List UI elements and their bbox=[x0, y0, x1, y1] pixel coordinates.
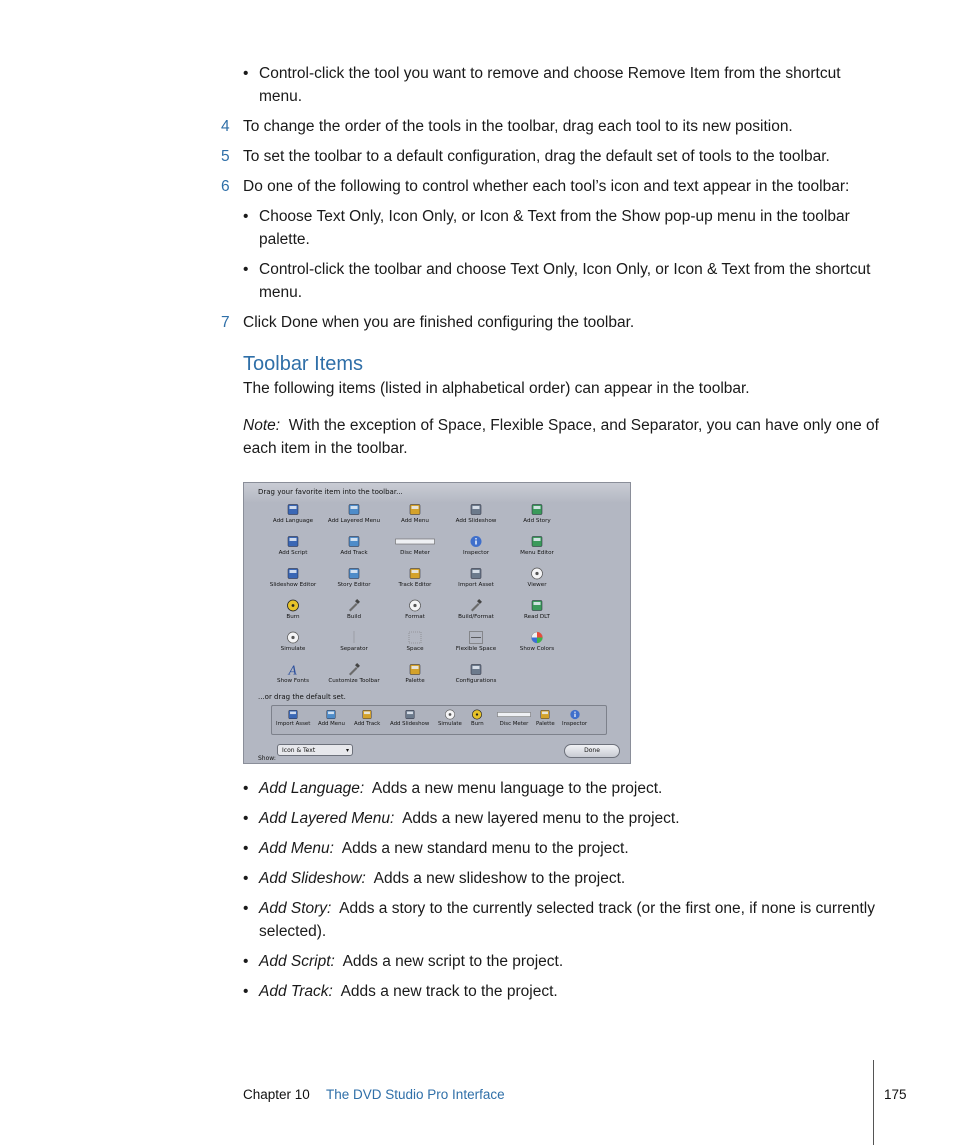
import-asset-icon bbox=[287, 709, 299, 720]
toolbar-item-menu-editor[interactable] bbox=[506, 535, 568, 557]
step-number: 6 bbox=[221, 178, 230, 195]
toolbar-item-space[interactable] bbox=[384, 631, 446, 653]
default-item-label: Add Track bbox=[354, 721, 381, 727]
toolbar-item-label: Simulate bbox=[280, 646, 306, 652]
bullet-text: Control-click the tool you want to remove and choose Remove Item from the shortcut menu. bbox=[259, 65, 841, 105]
toolbar-item-label: Configurations bbox=[455, 678, 497, 684]
toolbar-item-label: Add Slideshow bbox=[455, 518, 497, 524]
toolbar-item-add-story[interactable] bbox=[506, 503, 568, 525]
section-heading: Toolbar Items bbox=[243, 353, 364, 375]
toolbar-item-simulate[interactable] bbox=[262, 631, 324, 653]
default-item-disc-meter[interactable] bbox=[494, 709, 534, 728]
default-item-label: Simulate bbox=[438, 721, 462, 727]
note-text: With the exception of Space, Flexible Space, and Separator, you can have only one of each item in the toolbar. bbox=[243, 417, 879, 457]
burn-icon bbox=[471, 709, 483, 720]
toolbar-item-show-colors[interactable] bbox=[506, 631, 568, 653]
menu-editor-icon bbox=[530, 535, 544, 548]
show-label: Show: bbox=[258, 755, 276, 762]
bullet-text: Control-click the toolbar and choose Text Only, Icon Only, or Icon & Text from the shortcut menu. bbox=[259, 261, 871, 301]
toolbar-item-label: Add Track bbox=[340, 550, 368, 556]
default-item-palette[interactable] bbox=[536, 709, 555, 728]
drag-favorite-caption: Drag your favorite item into the toolbar... bbox=[258, 488, 403, 496]
step-text: Do one of the following to control whether each tool’s icon and text appear in the toolbar: bbox=[243, 178, 850, 195]
bullet-dot: • bbox=[243, 900, 249, 917]
toolbar-item-burn[interactable] bbox=[262, 599, 324, 621]
toolbar-item-label: Build/Format bbox=[458, 614, 494, 620]
footer-divider bbox=[873, 1060, 874, 1145]
toolbar-item-configurations[interactable] bbox=[445, 663, 507, 685]
toolbar-item-label: Read DLT bbox=[524, 614, 550, 620]
toolbar-item-label: Separator bbox=[340, 646, 368, 652]
item-add-menu bbox=[243, 837, 878, 860]
toolbar-item-label: Inspector bbox=[462, 550, 490, 556]
toolbar-item-story-editor[interactable] bbox=[323, 567, 385, 589]
viewer-icon bbox=[530, 567, 544, 580]
toolbar-item-add-menu[interactable] bbox=[384, 503, 446, 525]
bullet-text: Choose Text Only, Icon Only, or Icon & Text from the Show pop-up menu in the toolbar palette. bbox=[259, 208, 850, 248]
default-item-label: Burn bbox=[471, 721, 484, 727]
toolbar-item-label: Menu Editor bbox=[520, 550, 554, 556]
flexible-space-icon bbox=[469, 631, 483, 644]
drag-default-caption: ...or drag the default set. bbox=[258, 693, 346, 701]
read-dlt-icon bbox=[530, 599, 544, 612]
toolbar-item-add-language[interactable] bbox=[262, 503, 324, 525]
item-term: Add Story: bbox=[259, 900, 332, 917]
done-button[interactable]: Done bbox=[564, 744, 620, 758]
toolbar-item-palette[interactable] bbox=[384, 663, 446, 685]
slideshow-editor-icon bbox=[286, 567, 300, 580]
show-fonts-icon bbox=[286, 663, 300, 676]
bullet-dot: • bbox=[243, 953, 249, 970]
toolbar-item-build[interactable] bbox=[323, 599, 385, 621]
bullet-dot: • bbox=[243, 65, 249, 82]
item-add-script bbox=[243, 950, 878, 973]
bullet-dot: • bbox=[243, 208, 249, 225]
configurations-icon bbox=[469, 663, 483, 676]
default-item-label: Import Asset bbox=[276, 721, 311, 727]
default-set-bar[interactable] bbox=[271, 705, 607, 735]
toolbar-item-label: Story Editor bbox=[337, 582, 371, 588]
toolbar-item-label: Customize Toolbar bbox=[328, 678, 380, 684]
toolbar-item-label: Add Script bbox=[278, 550, 308, 556]
item-desc: Adds a new track to the project. bbox=[340, 983, 558, 1000]
svg-text:A: A bbox=[288, 663, 298, 676]
toolbar-item-build-format[interactable] bbox=[445, 599, 507, 621]
item-term: Add Slideshow: bbox=[259, 870, 366, 887]
item-term: Add Language: bbox=[259, 780, 365, 797]
toolbar-item-label: Show Colors bbox=[519, 646, 555, 652]
disc-meter-icon bbox=[395, 535, 435, 548]
step-text: Click Done when you are finished configuring the toolbar. bbox=[243, 314, 635, 331]
bullet-shortcut-menu bbox=[243, 258, 878, 304]
default-item-burn[interactable] bbox=[471, 709, 484, 728]
section-intro: The following items (listed in alphabetical order) can appear in the toolbar. bbox=[243, 380, 750, 397]
item-term: Add Menu: bbox=[259, 840, 334, 857]
import-asset-icon bbox=[469, 567, 483, 580]
toolbar-item-label: Slideshow Editor bbox=[269, 582, 317, 588]
customize-toolbar-icon bbox=[347, 663, 361, 676]
note-label: Note: bbox=[243, 417, 281, 434]
default-item-inspector[interactable] bbox=[562, 709, 587, 728]
add-story-icon bbox=[530, 503, 544, 516]
disc-meter-icon bbox=[494, 709, 534, 720]
item-term: Add Track: bbox=[259, 983, 333, 1000]
add-slideshow-icon bbox=[404, 709, 416, 720]
toolbar-item-slideshow-editor[interactable] bbox=[262, 567, 324, 589]
bullet-dot: • bbox=[243, 870, 249, 887]
toolbar-item-label: Track Editor bbox=[398, 582, 432, 588]
toolbar-item-label: Palette bbox=[405, 678, 425, 684]
add-menu-icon bbox=[408, 503, 422, 516]
toolbar-item-label: Flexible Space bbox=[455, 646, 497, 652]
toolbar-item-label: Burn bbox=[286, 614, 300, 620]
default-item-add-slideshow[interactable] bbox=[390, 709, 429, 728]
item-desc: Adds a new menu language to the project. bbox=[371, 780, 663, 797]
default-item-add-menu[interactable] bbox=[318, 709, 345, 728]
bullet-dot: • bbox=[243, 840, 249, 857]
toolbar-item-separator[interactable] bbox=[323, 631, 385, 653]
item-add-slideshow bbox=[243, 867, 878, 890]
inspector-icon bbox=[569, 709, 581, 720]
add-track-icon bbox=[347, 535, 361, 548]
default-item-label: Palette bbox=[536, 721, 555, 727]
toolbar-item-format[interactable] bbox=[384, 599, 446, 621]
toolbar-item-label: Format bbox=[405, 614, 425, 620]
show-colors-icon bbox=[530, 631, 544, 644]
toolbar-item-show-fonts[interactable] bbox=[262, 663, 324, 685]
toolbar-item-label: Add Story bbox=[523, 518, 551, 524]
default-item-simulate[interactable] bbox=[438, 709, 462, 728]
add-script-icon bbox=[286, 535, 300, 548]
toolbar-item-label: Build bbox=[346, 614, 362, 620]
step-number: 4 bbox=[221, 118, 230, 135]
customize-toolbar-screenshot bbox=[243, 482, 631, 764]
item-add-track bbox=[243, 980, 878, 1003]
item-desc: Adds a new standard menu to the project. bbox=[341, 840, 629, 857]
toolbar-item-import-asset[interactable] bbox=[445, 567, 507, 589]
toolbar-item-label: Add Menu bbox=[401, 518, 429, 524]
bullet-dot: • bbox=[243, 261, 249, 278]
space-icon bbox=[408, 631, 422, 644]
step-7 bbox=[221, 311, 881, 334]
toolbar-item-label: Show Fonts bbox=[277, 678, 309, 684]
footer-chapter: Chapter 10 bbox=[243, 1087, 310, 1102]
bullet-dot: • bbox=[243, 780, 249, 797]
toolbar-item-customize-toolbar[interactable] bbox=[323, 663, 385, 685]
bullet-dot: • bbox=[243, 810, 249, 827]
default-item-label: Add Slideshow bbox=[390, 721, 430, 727]
simulate-icon bbox=[286, 631, 300, 644]
toolbar-item-add-slideshow[interactable] bbox=[445, 503, 507, 525]
burn-icon bbox=[286, 599, 300, 612]
toolbar-item-inspector[interactable] bbox=[445, 535, 507, 557]
sheet-bottom-bar bbox=[244, 739, 630, 764]
step-5 bbox=[221, 145, 881, 168]
item-add-language bbox=[243, 777, 878, 800]
bullet-dot: • bbox=[243, 983, 249, 1000]
toolbar-item-track-editor[interactable] bbox=[384, 567, 446, 589]
step-6 bbox=[221, 175, 881, 198]
bullet-remove-item bbox=[243, 62, 878, 108]
show-popup-menu[interactable]: Icon & Text ▾ bbox=[277, 744, 353, 756]
palette-icon bbox=[408, 663, 422, 676]
item-term: Add Script: bbox=[259, 953, 335, 970]
default-item-import-asset[interactable] bbox=[276, 709, 310, 728]
format-icon bbox=[408, 599, 422, 612]
toolbar-item-label: Disc Meter bbox=[400, 550, 430, 556]
toolbar-item-label: Viewer bbox=[527, 582, 547, 588]
toolbar-item-read-dlt[interactable] bbox=[506, 599, 568, 621]
add-language-icon bbox=[286, 503, 300, 516]
bullet-show-popup bbox=[243, 205, 878, 251]
item-desc: Adds a story to the currently selected track (or the first one, if none is currently selected). bbox=[259, 900, 875, 940]
toolbar-item-flexible-space[interactable] bbox=[445, 631, 507, 653]
simulate-icon bbox=[444, 709, 456, 720]
step-number: 5 bbox=[221, 148, 230, 165]
step-number: 7 bbox=[221, 314, 230, 331]
add-track-icon bbox=[361, 709, 373, 720]
toolbar-item-add-track[interactable] bbox=[323, 535, 385, 557]
toolbar-item-label: Space bbox=[406, 646, 424, 652]
step-text: To change the order of the tools in the toolbar, drag each tool to its new position. bbox=[243, 118, 793, 135]
default-item-label: Add Menu bbox=[318, 721, 345, 727]
step-4 bbox=[221, 115, 881, 138]
inspector-icon bbox=[469, 535, 483, 548]
item-desc: Adds a new slideshow to the project. bbox=[373, 870, 626, 887]
build-format-icon bbox=[469, 599, 483, 612]
toolbar-item-disc-meter[interactable] bbox=[384, 535, 446, 557]
toolbar-item-label: Add Layered Menu bbox=[327, 518, 381, 524]
item-desc: Adds a new layered menu to the project. bbox=[402, 810, 680, 827]
default-item-add-track[interactable] bbox=[354, 709, 380, 728]
toolbar-item-add-layered-menu[interactable] bbox=[323, 503, 385, 525]
default-item-label: Disc Meter bbox=[499, 721, 529, 727]
add-menu-icon bbox=[325, 709, 337, 720]
add-layered-menu-icon bbox=[347, 503, 361, 516]
toolbar-item-add-script[interactable] bbox=[262, 535, 324, 557]
item-add-story bbox=[243, 897, 878, 943]
toolbar-item-label: Add Language bbox=[272, 518, 314, 524]
item-add-layered-menu bbox=[243, 807, 878, 830]
note-paragraph bbox=[243, 414, 883, 460]
step-text: To set the toolbar to a default configuration, drag the default set of tools to the toolbar. bbox=[243, 148, 830, 165]
toolbar-item-label: Import Asset bbox=[458, 582, 494, 588]
build-icon bbox=[347, 599, 361, 612]
default-item-label: Inspector bbox=[562, 721, 588, 727]
page-number: 175 bbox=[884, 1087, 907, 1102]
palette-icon bbox=[539, 709, 551, 720]
item-desc: Adds a new script to the project. bbox=[342, 953, 564, 970]
story-editor-icon bbox=[347, 567, 361, 580]
toolbar-item-viewer[interactable] bbox=[506, 567, 568, 589]
item-term: Add Layered Menu: bbox=[259, 810, 395, 827]
track-editor-icon bbox=[408, 567, 422, 580]
separator-icon bbox=[347, 631, 361, 644]
footer-chapter-title: The DVD Studio Pro Interface bbox=[326, 1087, 505, 1102]
add-slideshow-icon bbox=[469, 503, 483, 516]
